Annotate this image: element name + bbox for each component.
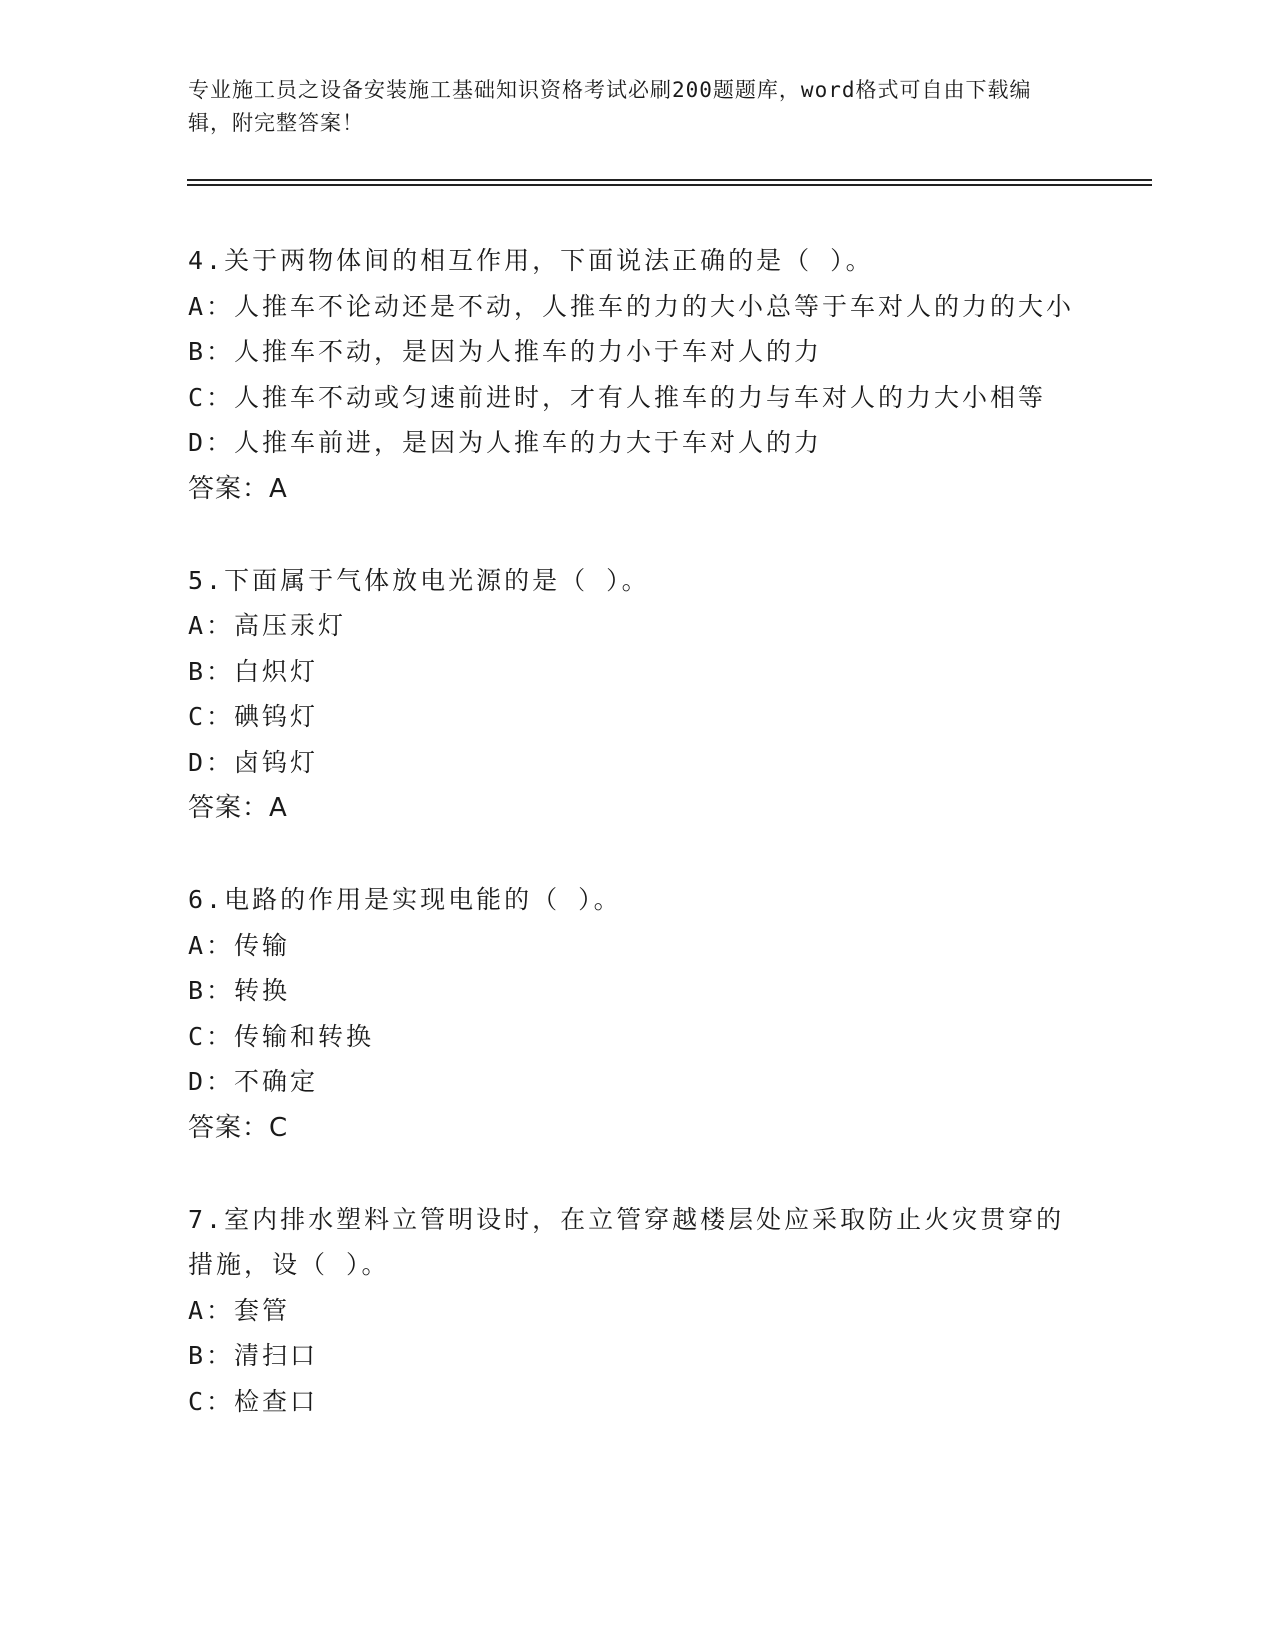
question-7	[188, 1197, 1088, 1425]
option-d: D：人推车前进，是因为人推车的力大于车对人的力	[188, 428, 823, 457]
option-b: B：人推车不动，是因为人推车的力小于车对人的力	[188, 337, 823, 366]
header-divider-bottom	[187, 184, 1152, 186]
header-divider-top	[187, 179, 1152, 181]
option-a: A：传输	[188, 930, 291, 960]
answer: 答案：C	[188, 1112, 289, 1143]
answer: 答案：A	[188, 473, 288, 504]
answer: 答案：A	[188, 793, 288, 823]
option-c: C：传输和转换	[188, 1021, 375, 1051]
question-6	[188, 877, 1088, 1151]
document-header: 专业施工员之设备安装施工基础知识资格考试必刷200题题库，word格式可自由下载编辑，附完整答案！	[188, 78, 1032, 135]
option-a: A：人推车不论动还是不动，人推车的力的大小总等于车对人的力的大小	[188, 291, 1075, 321]
question-stem: 5.下面属于气体放电光源的是（ ）。	[188, 565, 650, 595]
option-c: C：人推车不动或匀速前进时，才有人推车的力与车对人的力大小相等	[188, 382, 1047, 412]
option-a: A：高压汞灯	[188, 611, 347, 640]
option-d: D：不确定	[188, 1067, 319, 1096]
question-stem: 7.室内排水塑料立管明设时，在立管穿越楼层处应采取防止火灾贯穿的措施，设（ ）。	[188, 1204, 1065, 1279]
question-stem: 6.电路的作用是实现电能的（ ）。	[188, 885, 622, 914]
option-b: B：转换	[188, 976, 291, 1005]
question-4	[188, 238, 1088, 512]
option-c: C：碘钨灯	[188, 702, 319, 731]
option-a: A：套管	[188, 1295, 291, 1325]
option-b: B：白炽灯	[188, 656, 319, 686]
option-c: C：检查口	[188, 1386, 319, 1416]
option-b: B：清扫口	[188, 1341, 319, 1370]
question-list	[188, 238, 1088, 1470]
question-stem: 4.关于两物体间的相互作用，下面说法正确的是（ ）。	[188, 246, 874, 275]
option-d: D：卤钨灯	[188, 747, 319, 777]
question-5	[188, 558, 1088, 832]
